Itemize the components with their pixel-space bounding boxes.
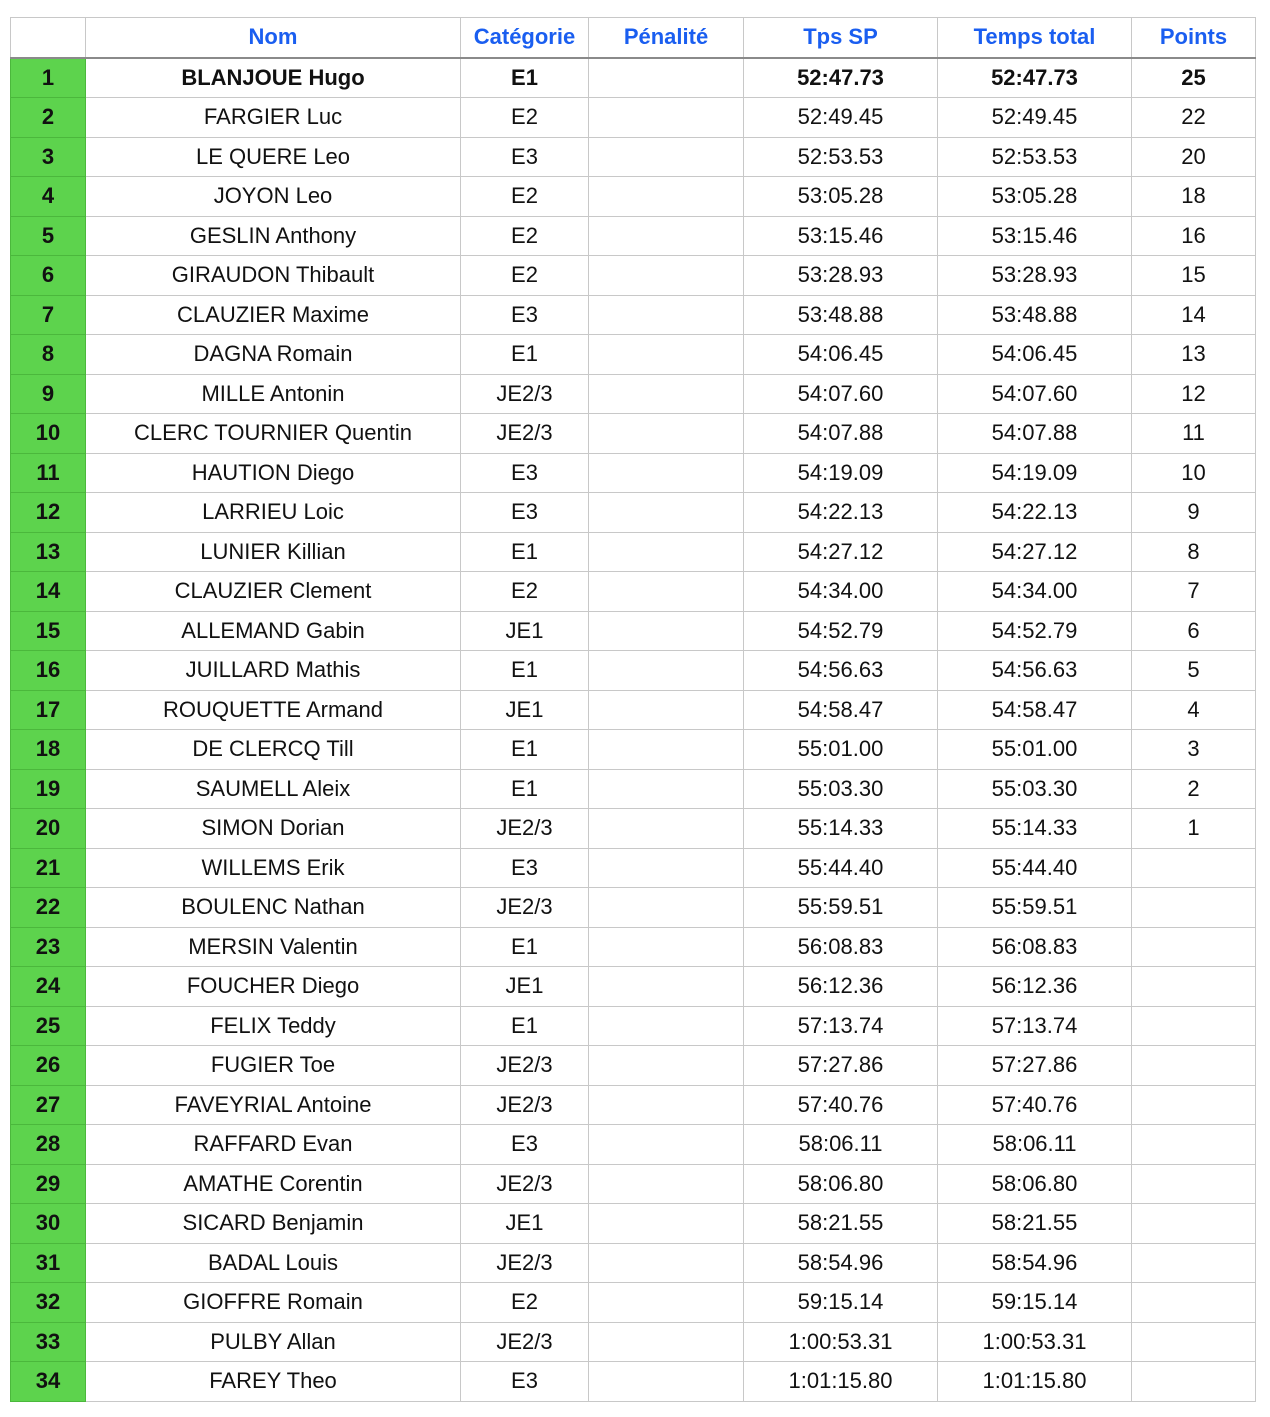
rank-cell: 21 (11, 848, 86, 888)
total-time-cell: 55:01.00 (938, 730, 1132, 770)
category-cell: JE1 (461, 690, 589, 730)
total-time-cell: 54:27.12 (938, 532, 1132, 572)
category-cell: E1 (461, 651, 589, 691)
table-row (11, 611, 1256, 651)
total-time-cell: 55:03.30 (938, 769, 1132, 809)
rank-cell: 13 (11, 532, 86, 572)
tps-sp-cell: 55:14.33 (744, 809, 938, 849)
penalty-cell (589, 1362, 744, 1402)
tps-sp-cell: 54:52.79 (744, 611, 938, 651)
penalty-cell (589, 414, 744, 454)
tps-sp-cell: 54:34.00 (744, 572, 938, 612)
total-time-cell: 54:19.09 (938, 453, 1132, 493)
table-row (11, 927, 1256, 967)
table-row (11, 493, 1256, 533)
tps-sp-cell: 52:47.73 (744, 58, 938, 98)
table-row (11, 651, 1256, 691)
rank-cell: 33 (11, 1322, 86, 1362)
name-cell: GESLIN Anthony (86, 216, 461, 256)
category-cell: JE1 (461, 967, 589, 1007)
penalty-cell (589, 137, 744, 177)
name-cell: BOULENC Nathan (86, 888, 461, 928)
category-cell: JE2/3 (461, 888, 589, 928)
table-row (11, 1322, 1256, 1362)
points-cell (1132, 1085, 1256, 1125)
table-row (11, 1085, 1256, 1125)
name-cell: GIOFFRE Romain (86, 1283, 461, 1323)
points-cell (1132, 888, 1256, 928)
table-row (11, 848, 1256, 888)
category-cell: JE1 (461, 611, 589, 651)
header-row (11, 18, 1256, 58)
penalty-cell (589, 1204, 744, 1244)
table-row (11, 1125, 1256, 1165)
table-row (11, 1283, 1256, 1323)
total-time-cell: 55:44.40 (938, 848, 1132, 888)
rank-cell: 27 (11, 1085, 86, 1125)
table-row (11, 137, 1256, 177)
penalty-cell (589, 335, 744, 375)
points-cell (1132, 927, 1256, 967)
total-time-cell: 58:06.80 (938, 1164, 1132, 1204)
rank-cell: 25 (11, 1006, 86, 1046)
tps-sp-cell: 58:06.80 (744, 1164, 938, 1204)
name-cell: FELIX Teddy (86, 1006, 461, 1046)
category-cell: E3 (461, 493, 589, 533)
name-cell: LARRIEU Loic (86, 493, 461, 533)
total-time-cell: 52:53.53 (938, 137, 1132, 177)
category-cell: JE2/3 (461, 1046, 589, 1086)
rank-cell: 6 (11, 256, 86, 296)
category-cell: E2 (461, 1283, 589, 1323)
points-cell (1132, 1125, 1256, 1165)
penalty-cell (589, 1006, 744, 1046)
total-time-cell: 58:06.11 (938, 1125, 1132, 1165)
rank-cell: 1 (11, 58, 86, 98)
rank-cell: 2 (11, 98, 86, 138)
header-points: Points (1132, 18, 1256, 58)
rank-cell: 28 (11, 1125, 86, 1165)
table-row (11, 1362, 1256, 1402)
points-cell: 8 (1132, 532, 1256, 572)
table-row (11, 453, 1256, 493)
points-cell: 13 (1132, 335, 1256, 375)
name-cell: LE QUERE Leo (86, 137, 461, 177)
category-cell: JE2/3 (461, 374, 589, 414)
penalty-cell (589, 1283, 744, 1323)
table-row (11, 374, 1256, 414)
tps-sp-cell: 55:01.00 (744, 730, 938, 770)
total-time-cell: 57:27.86 (938, 1046, 1132, 1086)
tps-sp-cell: 58:06.11 (744, 1125, 938, 1165)
category-cell: E1 (461, 730, 589, 770)
name-cell: ROUQUETTE Armand (86, 690, 461, 730)
table-row (11, 58, 1256, 98)
rank-cell: 18 (11, 730, 86, 770)
name-cell: FARGIER Luc (86, 98, 461, 138)
category-cell: E3 (461, 137, 589, 177)
penalty-cell (589, 927, 744, 967)
tps-sp-cell: 53:48.88 (744, 295, 938, 335)
total-time-cell: 55:59.51 (938, 888, 1132, 928)
total-time-cell: 56:12.36 (938, 967, 1132, 1007)
points-cell: 5 (1132, 651, 1256, 691)
table-row (11, 769, 1256, 809)
name-cell: FOUCHER Diego (86, 967, 461, 1007)
tps-sp-cell: 55:03.30 (744, 769, 938, 809)
table-row (11, 1204, 1256, 1244)
tps-sp-cell: 53:05.28 (744, 177, 938, 217)
points-cell: 1 (1132, 809, 1256, 849)
tps-sp-cell: 54:07.60 (744, 374, 938, 414)
category-cell: E3 (461, 1125, 589, 1165)
rank-cell: 22 (11, 888, 86, 928)
total-time-cell: 52:47.73 (938, 58, 1132, 98)
points-cell (1132, 848, 1256, 888)
category-cell: E3 (461, 295, 589, 335)
name-cell: CLAUZIER Clement (86, 572, 461, 612)
rank-cell: 24 (11, 967, 86, 1007)
category-cell: E2 (461, 256, 589, 296)
total-time-cell: 58:54.96 (938, 1243, 1132, 1283)
table-row (11, 295, 1256, 335)
tps-sp-cell: 57:40.76 (744, 1085, 938, 1125)
tps-sp-cell: 57:13.74 (744, 1006, 938, 1046)
points-cell: 4 (1132, 690, 1256, 730)
name-cell: AMATHE Corentin (86, 1164, 461, 1204)
penalty-cell (589, 848, 744, 888)
rank-cell: 17 (11, 690, 86, 730)
table-row (11, 98, 1256, 138)
table-row (11, 414, 1256, 454)
name-cell: FUGIER Toe (86, 1046, 461, 1086)
name-cell: JUILLARD Mathis (86, 651, 461, 691)
name-cell: HAUTION Diego (86, 453, 461, 493)
points-cell (1132, 1322, 1256, 1362)
penalty-cell (589, 58, 744, 98)
total-time-cell: 1:00:53.31 (938, 1322, 1132, 1362)
points-cell (1132, 1006, 1256, 1046)
name-cell: BADAL Louis (86, 1243, 461, 1283)
category-cell: E1 (461, 58, 589, 98)
category-cell: E1 (461, 532, 589, 572)
category-cell: E1 (461, 769, 589, 809)
total-time-cell: 57:40.76 (938, 1085, 1132, 1125)
category-cell: E2 (461, 216, 589, 256)
category-cell: E1 (461, 927, 589, 967)
total-time-cell: 54:22.13 (938, 493, 1132, 533)
rank-cell: 19 (11, 769, 86, 809)
table-row (11, 216, 1256, 256)
total-time-cell: 54:56.63 (938, 651, 1132, 691)
tps-sp-cell: 57:27.86 (744, 1046, 938, 1086)
rank-cell: 7 (11, 295, 86, 335)
total-time-cell: 58:21.55 (938, 1204, 1132, 1244)
table-row (11, 335, 1256, 375)
rank-cell: 9 (11, 374, 86, 414)
penalty-cell (589, 98, 744, 138)
penalty-cell (589, 256, 744, 296)
name-cell: CLERC TOURNIER Quentin (86, 414, 461, 454)
rank-cell: 4 (11, 177, 86, 217)
category-cell: JE2/3 (461, 809, 589, 849)
rank-cell: 26 (11, 1046, 86, 1086)
total-time-cell: 54:07.60 (938, 374, 1132, 414)
points-cell: 11 (1132, 414, 1256, 454)
header-rank (11, 18, 86, 58)
category-cell: E3 (461, 1362, 589, 1402)
total-time-cell: 53:05.28 (938, 177, 1132, 217)
category-cell: JE2/3 (461, 414, 589, 454)
category-cell: JE2/3 (461, 1243, 589, 1283)
points-cell: 18 (1132, 177, 1256, 217)
name-cell: SICARD Benjamin (86, 1204, 461, 1244)
name-cell: DAGNA Romain (86, 335, 461, 375)
points-cell: 2 (1132, 769, 1256, 809)
rank-cell: 32 (11, 1283, 86, 1323)
category-cell: E3 (461, 453, 589, 493)
penalty-cell (589, 532, 744, 572)
rank-cell: 3 (11, 137, 86, 177)
rank-cell: 20 (11, 809, 86, 849)
penalty-cell (589, 1322, 744, 1362)
rank-cell: 8 (11, 335, 86, 375)
tps-sp-cell: 54:58.47 (744, 690, 938, 730)
points-cell: 14 (1132, 295, 1256, 335)
penalty-cell (589, 453, 744, 493)
points-cell (1132, 1283, 1256, 1323)
name-cell: SIMON Dorian (86, 809, 461, 849)
header-nom: Nom (86, 18, 461, 58)
total-time-cell: 54:34.00 (938, 572, 1132, 612)
name-cell: JOYON Leo (86, 177, 461, 217)
tps-sp-cell: 54:22.13 (744, 493, 938, 533)
points-cell: 12 (1132, 374, 1256, 414)
penalty-cell (589, 177, 744, 217)
points-cell (1132, 1164, 1256, 1204)
header-tps-sp: Tps SP (744, 18, 938, 58)
name-cell: BLANJOUE Hugo (86, 58, 461, 98)
penalty-cell (589, 1164, 744, 1204)
rank-cell: 5 (11, 216, 86, 256)
tps-sp-cell: 55:44.40 (744, 848, 938, 888)
penalty-cell (589, 374, 744, 414)
tps-sp-cell: 54:27.12 (744, 532, 938, 572)
category-cell: E1 (461, 1006, 589, 1046)
rank-cell: 31 (11, 1243, 86, 1283)
tps-sp-cell: 53:15.46 (744, 216, 938, 256)
rank-cell: 15 (11, 611, 86, 651)
total-time-cell: 57:13.74 (938, 1006, 1132, 1046)
header-categorie: Catégorie (461, 18, 589, 58)
penalty-cell (589, 888, 744, 928)
rank-cell: 29 (11, 1164, 86, 1204)
tps-sp-cell: 53:28.93 (744, 256, 938, 296)
tps-sp-cell: 52:53.53 (744, 137, 938, 177)
tps-sp-cell: 56:08.83 (744, 927, 938, 967)
penalty-cell (589, 295, 744, 335)
penalty-cell (589, 690, 744, 730)
points-cell: 6 (1132, 611, 1256, 651)
name-cell: RAFFARD Evan (86, 1125, 461, 1165)
points-cell (1132, 1046, 1256, 1086)
points-cell: 3 (1132, 730, 1256, 770)
category-cell: JE1 (461, 1204, 589, 1244)
results-sheet (10, 17, 1255, 1402)
penalty-cell (589, 1085, 744, 1125)
points-cell (1132, 1243, 1256, 1283)
tps-sp-cell: 52:49.45 (744, 98, 938, 138)
table-row (11, 809, 1256, 849)
penalty-cell (589, 967, 744, 1007)
category-cell: E2 (461, 572, 589, 612)
points-cell (1132, 1204, 1256, 1244)
points-cell: 20 (1132, 137, 1256, 177)
category-cell: E2 (461, 177, 589, 217)
total-time-cell: 54:52.79 (938, 611, 1132, 651)
tps-sp-cell: 55:59.51 (744, 888, 938, 928)
rank-cell: 34 (11, 1362, 86, 1402)
total-time-cell: 53:48.88 (938, 295, 1132, 335)
table-row (11, 532, 1256, 572)
table-row (11, 256, 1256, 296)
tps-sp-cell: 1:01:15.80 (744, 1362, 938, 1402)
table-row (11, 888, 1256, 928)
name-cell: ALLEMAND Gabin (86, 611, 461, 651)
points-cell: 15 (1132, 256, 1256, 296)
name-cell: PULBY Allan (86, 1322, 461, 1362)
tps-sp-cell: 58:54.96 (744, 1243, 938, 1283)
points-cell: 10 (1132, 453, 1256, 493)
table-row (11, 1046, 1256, 1086)
name-cell: MERSIN Valentin (86, 927, 461, 967)
header-penalite: Pénalité (589, 18, 744, 58)
penalty-cell (589, 730, 744, 770)
penalty-cell (589, 572, 744, 612)
rank-cell: 10 (11, 414, 86, 454)
total-time-cell: 1:01:15.80 (938, 1362, 1132, 1402)
rank-cell: 14 (11, 572, 86, 612)
name-cell: DE CLERCQ Till (86, 730, 461, 770)
name-cell: LUNIER Killian (86, 532, 461, 572)
rank-cell: 11 (11, 453, 86, 493)
rank-cell: 12 (11, 493, 86, 533)
total-time-cell: 56:08.83 (938, 927, 1132, 967)
points-cell: 9 (1132, 493, 1256, 533)
tps-sp-cell: 54:19.09 (744, 453, 938, 493)
name-cell: CLAUZIER Maxime (86, 295, 461, 335)
category-cell: JE2/3 (461, 1322, 589, 1362)
table-row (11, 1164, 1256, 1204)
penalty-cell (589, 1046, 744, 1086)
tps-sp-cell: 54:06.45 (744, 335, 938, 375)
name-cell: SAUMELL Aleix (86, 769, 461, 809)
category-cell: E3 (461, 848, 589, 888)
rank-cell: 16 (11, 651, 86, 691)
results-body (11, 58, 1256, 1402)
penalty-cell (589, 809, 744, 849)
total-time-cell: 54:07.88 (938, 414, 1132, 454)
penalty-cell (589, 216, 744, 256)
category-cell: E1 (461, 335, 589, 375)
table-row (11, 690, 1256, 730)
rank-cell: 23 (11, 927, 86, 967)
penalty-cell (589, 611, 744, 651)
tps-sp-cell: 54:07.88 (744, 414, 938, 454)
rank-cell: 30 (11, 1204, 86, 1244)
penalty-cell (589, 493, 744, 533)
penalty-cell (589, 769, 744, 809)
total-time-cell: 53:15.46 (938, 216, 1132, 256)
points-cell: 7 (1132, 572, 1256, 612)
penalty-cell (589, 651, 744, 691)
table-row (11, 967, 1256, 1007)
penalty-cell (589, 1125, 744, 1165)
name-cell: FAVEYRIAL Antoine (86, 1085, 461, 1125)
points-cell: 25 (1132, 58, 1256, 98)
header-temps-total: Temps total (938, 18, 1132, 58)
results-table (10, 17, 1256, 1402)
total-time-cell: 54:06.45 (938, 335, 1132, 375)
points-cell: 22 (1132, 98, 1256, 138)
total-time-cell: 59:15.14 (938, 1283, 1132, 1323)
table-row (11, 730, 1256, 770)
tps-sp-cell: 59:15.14 (744, 1283, 938, 1323)
category-cell: JE2/3 (461, 1164, 589, 1204)
category-cell: JE2/3 (461, 1085, 589, 1125)
name-cell: WILLEMS Erik (86, 848, 461, 888)
table-row (11, 572, 1256, 612)
name-cell: GIRAUDON Thibault (86, 256, 461, 296)
name-cell: FAREY Theo (86, 1362, 461, 1402)
table-row (11, 177, 1256, 217)
points-cell: 16 (1132, 216, 1256, 256)
tps-sp-cell: 1:00:53.31 (744, 1322, 938, 1362)
tps-sp-cell: 54:56.63 (744, 651, 938, 691)
tps-sp-cell: 56:12.36 (744, 967, 938, 1007)
tps-sp-cell: 58:21.55 (744, 1204, 938, 1244)
points-cell (1132, 967, 1256, 1007)
total-time-cell: 53:28.93 (938, 256, 1132, 296)
total-time-cell: 54:58.47 (938, 690, 1132, 730)
category-cell: E2 (461, 98, 589, 138)
table-row (11, 1243, 1256, 1283)
table-row (11, 1006, 1256, 1046)
total-time-cell: 55:14.33 (938, 809, 1132, 849)
points-cell (1132, 1362, 1256, 1402)
name-cell: MILLE Antonin (86, 374, 461, 414)
penalty-cell (589, 1243, 744, 1283)
total-time-cell: 52:49.45 (938, 98, 1132, 138)
